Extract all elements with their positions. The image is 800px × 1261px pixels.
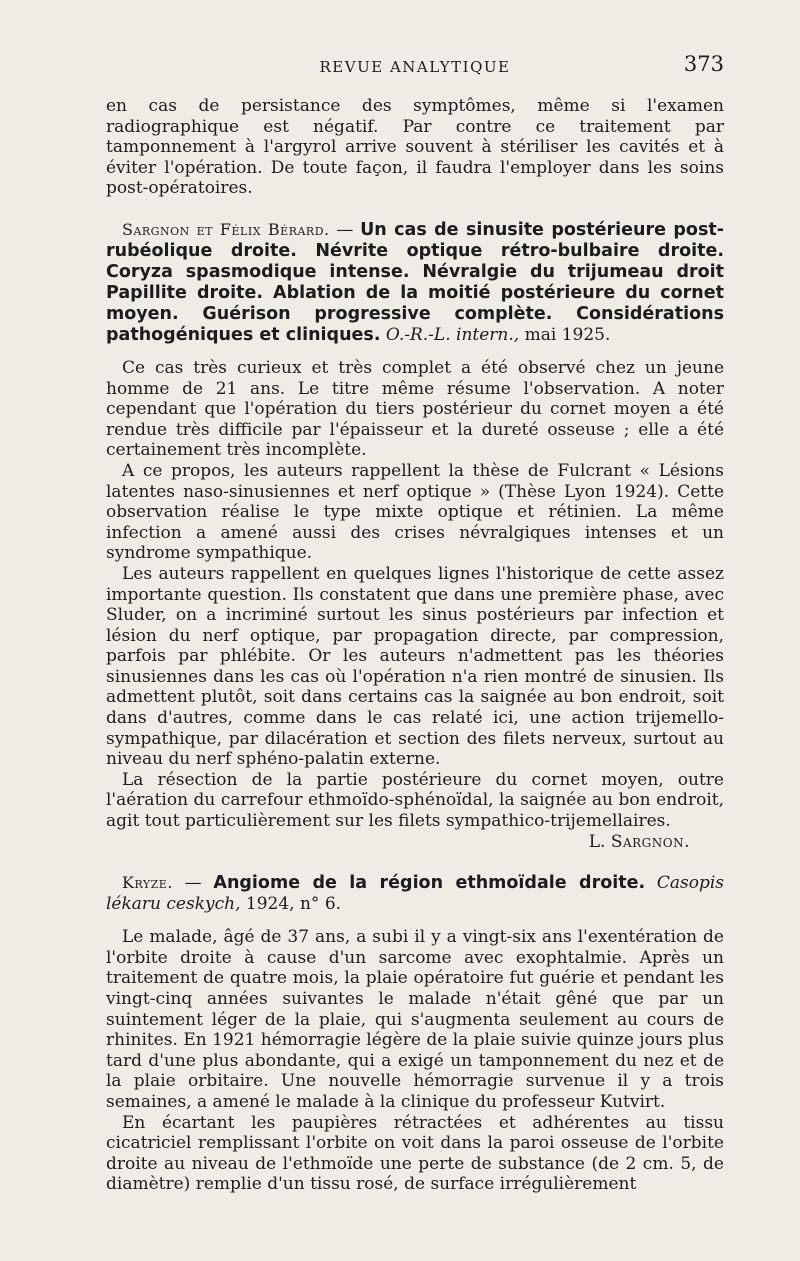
body-paragraph: Ce cas très curieux et très complet a été observé chez un jeune homme de 21 ans. Le titre même résume l'observation. A noter cependant que l'opération du tiers postérieur du cornet moyen a été rendue très difficile par l'épaisseur et la dureté osseuse ; elle a été certainement très incomplète.: [106, 357, 724, 461]
article-title: Un cas de sinusite postérieure post-rubéolique droite. Névrite optique rétro-bulbaire droite. Coryza spasmodique intense. Névralgie du trijumeau droit Papillite droite. Ablation de la moitié postérieure du cornet moyen. Guérison progressive complète. Considérations pathogéniques et cliniques.: [106, 219, 724, 345]
article-source: O.-R.-L. intern.,: [385, 324, 520, 345]
article-title: Angiome de la région ethmoïdale droite.: [213, 873, 646, 894]
body-paragraph: Les auteurs rappellent en quelques lignes l'historique de cette assez importante question. Ils constatent que dans une première phase, avec Sluder, on a incriminé surtout les sinus postérieurs par infection et lésion du nerf optique, par propagation directe, par compression, parfois par phlébite. Or les auteurs n'admettent pas les théories sinusiennes dans les cas où l'opération n'a rien montré de sinusien. Ils admettent plutôt, soit dans certains cas la saignée au bon endroit, soit dans d'autres, comme dans le cas relaté ici, une action trijemello-sympathique, par dilacération et section des filets nerveux, surtout au niveau du nerf sphéno-palatin externe.: [106, 563, 724, 770]
article-authors: Kryze.: [122, 873, 173, 893]
heading-dash: —: [172, 873, 214, 894]
article-authors: Sargnon et Félix Bérard.: [122, 219, 330, 239]
body-paragraph: En écartant les paupières rétractées et adhérentes au tissu cicatriciel remplissant l'orbite on voit dans la paroi osseuse de l'orbite droite au niveau de l'ethmoïde une perte de substance (de 2 cm. 5, de diamètre) remplie d'un tissu rosé, de surface irrégulièrement: [106, 1112, 724, 1195]
body-paragraph: La résection de la partie postérieure du cornet moyen, outre l'aération du carrefour ethmoïdo-sphénoïdal, la saignée au bon endroit, agit tout particulièrement sur les filets sympathico-trijemellaires.: [106, 769, 724, 832]
article-kryze: [106, 872, 724, 1195]
carryover-paragraph: en cas de persistance des symptômes, même si l'examen radiographique est négatif. Par contre ce traitement par tamponnement à l'argyrol arrive souvent à stériliser les cavités et à éviter l'opération. De toute façon, il faudra l'employer dans les soins post-opératoires.: [106, 96, 724, 199]
article-heading: [106, 219, 724, 346]
page-body: [106, 96, 724, 1195]
body-paragraph: A ce propos, les auteurs rappellent la thèse de Fulcrant « Lésions latentes naso-sinusiennes et nerf optique » (Thèse Lyon 1924). Cette observation réalise le type mixte optique et rétinien. La même infection a amené aussi des crises névralgiques intenses et un syndrome sympathique.: [106, 460, 724, 564]
heading-dash: —: [329, 219, 361, 240]
article-heading: [106, 872, 724, 915]
body-paragraph: Le malade, âgé de 37 ans, a subi il y a vingt-six ans l'exentération de l'orbite droite à cause d'un sarcome avec exophtalmie. Après un traitement de quatre mois, la plaie opératoire fut guérie et pendant les vingt-cinq années suivantes le malade n'était gêné que par un suintement léger de la plaie, qui s'augmenta seulement au cours de rhinites. En 1921 hémorragie légère de la plaie suivie quinze jours plus tard d'une plus abondante, qui a exigé un tamponnement du nez et de la plaie orbitaire. Une nouvelle hémorragie survenue il y a trois semaines, a amené le malade à la clinique du professeur Kutvirt.: [106, 927, 724, 1112]
article-signature: [106, 832, 724, 853]
page-number: 373: [683, 52, 724, 76]
article-source: Casopis lékaru ceskych,: [106, 873, 724, 915]
signature-name: Sargnon.: [610, 831, 690, 852]
signature-initial: L.: [588, 831, 611, 852]
page-header: [106, 52, 724, 80]
article-date: mai 1925.: [519, 324, 611, 345]
running-head: REVUE ANALYTIQUE: [319, 58, 511, 76]
article-date: 1924, n° 6.: [240, 894, 342, 915]
article-sargnon: [106, 219, 724, 852]
